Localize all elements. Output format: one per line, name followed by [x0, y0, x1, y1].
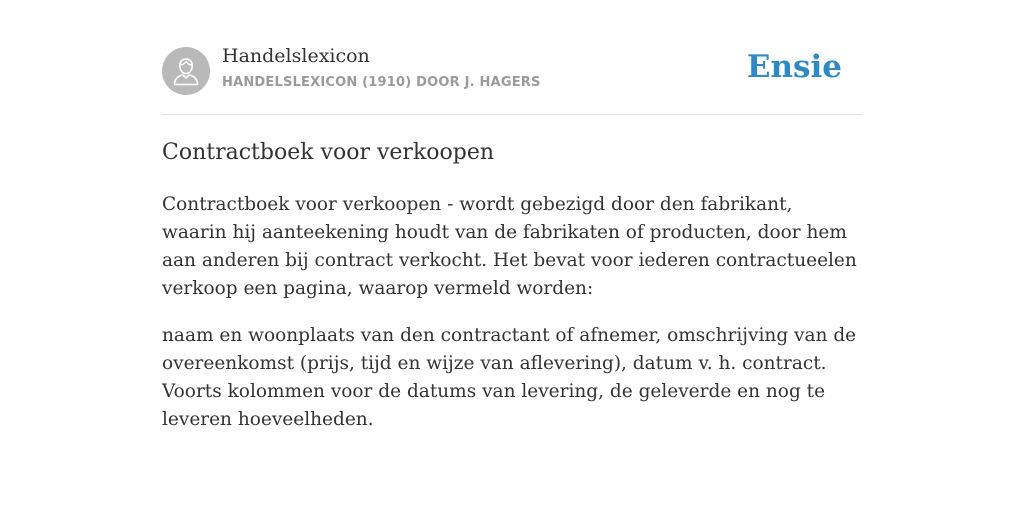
article-paragraph: Contractboek voor verkoopen - wordt gebezigd door den fabrikant, waarin hij aanteekening houdt van de fabrikaten of producten, door hem aan anderen bij contract verkocht. Het bevat voor iederen contractueelen verkoop een pagina, waarop vermeld worden: [162, 194, 857, 299]
author-header [162, 40, 862, 115]
article [162, 137, 862, 453]
article-title: Contractboek voor verkoopen [162, 140, 495, 165]
author-name[interactable]: Handelslexicon [222, 45, 370, 67]
user-icon [172, 56, 200, 86]
ensie-logo[interactable]: Ensie [746, 49, 842, 85]
article-paragraph: naam en woonplaats van den contractant of afnemer, omschrijving van de overeenkomst (prijs, tijd en wijze van aflevering), datum v. h. contract. Voorts kolommen voor de datums van levering, de geleverde en nog te leveren hoeveelheden. [162, 325, 857, 430]
avatar[interactable] [162, 47, 210, 95]
source-title[interactable]: HANDELSLEXICON (1910) DOOR J. HAGERS [222, 75, 541, 90]
